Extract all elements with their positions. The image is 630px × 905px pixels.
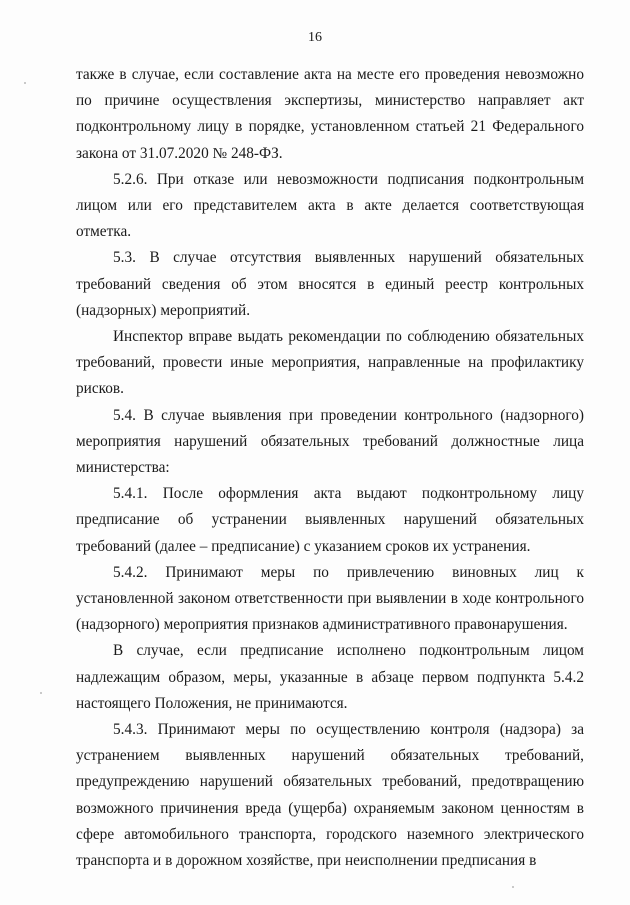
paragraph-5-3: 5.3. В случае отсутствия выявленных нарушений обязательных требований сведения об этом вносятся в единый реестр контрольных (надзорных) мероприятий. [76, 249, 584, 319]
page-number: 16 [308, 30, 322, 45]
paragraph-5-4-3: 5.4.3. Принимают меры по осуществлению контроля (надзора) за устранением выявленных нарушений обязательных требований, предупреждению нарушений обязательных требований, предотвращению возможного причинения вреда (ущерба) охраняемым законом ценностям в сфере автомобильного транспорта, городского наземного электрического транспорта и в дорожном хозяйстве, при неисполнении предписания в [76, 721, 584, 870]
paragraph-5-2-6: 5.2.6. При отказе или невозможности подписания подконтрольным лицом или его представителем акта в акте делается соответствующая отметка. [76, 170, 584, 241]
document-body [76, 62, 584, 874]
paragraph-5-4: 5.4. В случае выявления при проведении контрольного (надзорного) мероприятия нарушений обязательных требований должностные лица министерства: [76, 406, 584, 477]
paragraph-5-4-2: 5.4.2. Принимают меры по привлечению виновных лиц к установленной законом ответственности при выявлении в ходе контрольного (надзорного) мероприятия признаков административного правонарушения. [76, 563, 584, 634]
paragraph-exception: В случае, если предписание исполнено подконтрольным лицом надлежащим образом, меры, указанные в абзаце первом подпункта 5.4.2 настоящего Положения, не принимаются. [76, 642, 584, 712]
paragraph-continuation: также в случае, если составление акта на месте его проведения невозможно по причине осуществления экспертизы, министерство направляет акт подконтрольному лицу в порядке, установленном статьей 21 Федерального закона от 31.07.2020 № 248-ФЗ. [76, 66, 584, 162]
scan-speck [512, 886, 514, 888]
scan-speck [40, 692, 42, 694]
scan-speck [24, 82, 26, 84]
paragraph-inspector: Инспектор вправе выдать рекомендации по соблюдению обязательных требований, провести иные мероприятия, направленные на профилактику рисков. [76, 328, 584, 398]
paragraph-5-4-1: 5.4.1. После оформления акта выдают подконтрольному лицу предписание об устранении выявленных нарушений обязательных требований (далее – предписание) с указанием сроков их устранения. [76, 485, 584, 555]
